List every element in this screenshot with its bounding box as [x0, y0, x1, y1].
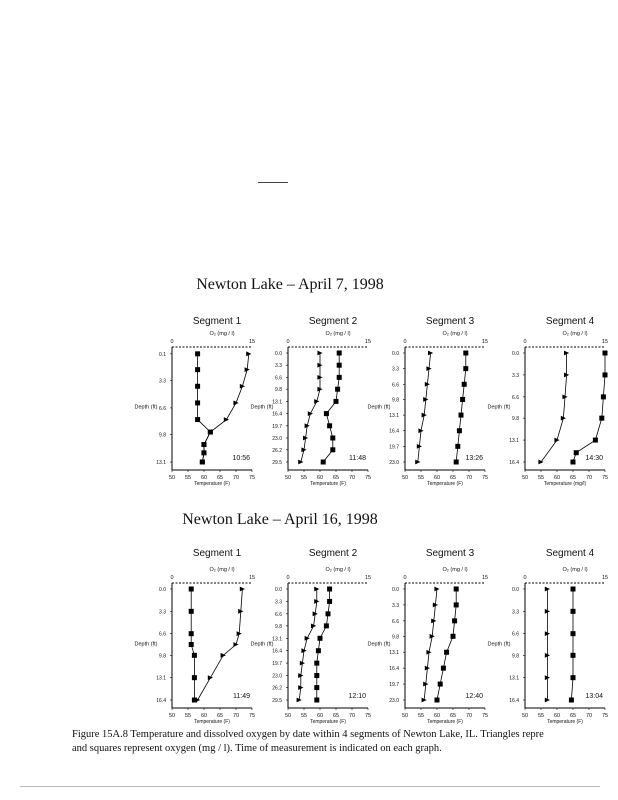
y-tick-label-c0p1-4: 13.1 [272, 399, 282, 406]
x-tick-label-c1p1-4: 70 [348, 713, 356, 719]
oxygen-point-c0p2-3 [460, 397, 465, 402]
x-axis-label-c1p2: Temperature (F) [427, 719, 463, 725]
y-tick-label-c0p1-8: 26.2 [272, 447, 282, 454]
y-tick-label-c1p0-5: 16.4 [156, 698, 166, 704]
caption-line-2: and squares represent oxygen (mg / l). Time of measurement is indicated on each graph. [72, 743, 442, 754]
oxygen-point-c1p0-4 [192, 653, 197, 658]
oxygen-point-c0p2-1 [463, 366, 468, 371]
oxygen-point-c1p0-2 [189, 631, 194, 636]
y-tick-label-c1p0-1: 3.3 [159, 609, 166, 616]
top-tick-c0p3-1: 15 [601, 339, 609, 345]
x-tick-label-c1p2-3: 65 [449, 713, 457, 719]
oxygen-point-c0p0-5 [208, 430, 213, 435]
oxygen-point-c1p3-2 [571, 631, 576, 636]
y-tick-label-c1p1-1: 3.3 [275, 599, 282, 606]
x-tick-label-c0p0-5: 75 [248, 475, 256, 481]
x-tick-label-c1p3-3: 65 [569, 713, 577, 719]
oxygen-point-c0p0-8 [200, 460, 205, 465]
oxygen-point-c0p1-2 [337, 375, 342, 380]
oxygen-point-c1p0-1 [189, 609, 194, 614]
panel-subtitle-c0p1: Segment 2 [308, 316, 358, 327]
x-tick-label-c1p2-1: 55 [417, 713, 425, 719]
y-axis-label-c0p0: Depth (ft) [134, 404, 158, 411]
top-axis-label-c0p0: O₂ (mg / l) [209, 331, 235, 337]
y-tick-label-c0p0-4: 13.1 [156, 460, 166, 466]
top-tick-c0p2-1: 15 [481, 339, 489, 345]
oxygen-point-c0p1-7 [330, 435, 335, 440]
y-tick-label-c0p1-0: 0.0 [275, 351, 282, 357]
top-tick-c1p0-1: 15 [248, 575, 256, 581]
y-tick-label-c1p1-2: 6.6 [275, 611, 282, 618]
x-tick-label-c1p0-2: 60 [200, 713, 208, 719]
y-tick-label-c0p3-5: 16.4 [509, 460, 519, 466]
caption-line-1: Figure 15A.8 Temperature and dissolved oxygen by date within 4 segments of Newton Lake, IL. Triangles repre [72, 729, 544, 740]
temperature-point-c1p0-5 [208, 675, 213, 680]
y-axis-label-c1p0: Depth (ft) [134, 641, 158, 648]
y-tick-label-c1p1-4: 13.1 [272, 636, 282, 643]
x-tick-label-c0p3-4: 70 [585, 475, 593, 481]
x-tick-label-c1p0-5: 75 [248, 713, 256, 719]
oxygen-point-c1p2-2 [452, 618, 457, 623]
x-tick-label-c0p3-5: 75 [601, 475, 609, 481]
y-tick-label-c1p2-1: 3.3 [392, 602, 399, 609]
y-tick-label-c1p1-7: 23.0 [272, 673, 282, 680]
top-axis-label-c0p2: O₂ (mg / l) [442, 331, 468, 337]
oxygen-point-c0p3-5 [574, 450, 579, 455]
oxygen-point-c1p3-0 [571, 587, 576, 592]
x-tick-label-c0p3-2: 60 [553, 475, 561, 481]
y-tick-label-c0p0-3: 9.8 [159, 432, 166, 439]
figure-caption [72, 728, 612, 756]
top-tick-c1p1-1: 15 [364, 575, 372, 581]
x-tick-label-c1p3-2: 60 [553, 713, 561, 719]
top-tick-c1p1-0: 0 [286, 575, 290, 581]
y-tick-label-c1p3-1: 3.3 [512, 609, 519, 616]
y-tick-label-c0p0-2: 6.6 [159, 405, 166, 412]
oxygen-point-c0p0-0 [195, 351, 200, 356]
top-tick-c0p0-0: 0 [170, 339, 174, 345]
y-tick-label-c1p2-3: 9.8 [392, 634, 399, 641]
temperature-line-c0p3 [541, 353, 567, 462]
oxygen-point-c0p1-8 [330, 447, 335, 452]
top-tick-c1p3-0: 0 [523, 575, 527, 581]
panel-subtitle-c1p0: Segment 1 [192, 548, 242, 559]
x-tick-label-c0p1-5: 75 [364, 475, 372, 481]
x-tick-label-c0p2-2: 60 [433, 475, 441, 481]
oxygen-point-c1p2-1 [454, 602, 459, 607]
top-tick-c1p0-0: 0 [170, 575, 174, 581]
x-tick-label-c0p3-1: 55 [537, 475, 545, 481]
oxygen-point-c0p2-5 [457, 428, 462, 433]
y-tick-label-c1p1-8: 26.2 [272, 685, 282, 692]
y-tick-label-c0p3-0: 0.0 [512, 351, 519, 357]
measurement-time-c0p3: 14:30 [585, 455, 603, 462]
x-tick-label-c1p1-3: 65 [332, 713, 340, 719]
x-tick-label-c0p1-1: 55 [300, 475, 308, 481]
oxygen-point-c1p3-5 [569, 698, 574, 703]
y-tick-label-c0p2-0: 0.0 [392, 351, 399, 357]
x-tick-label-c0p0-0: 50 [168, 475, 176, 481]
temperature-point-c0p1-9 [298, 460, 303, 465]
temperature-line-c1p1 [299, 589, 317, 700]
temperature-point-c0p0-4 [224, 417, 229, 422]
measurement-time-c0p2: 13:26 [465, 455, 483, 462]
top-axis-label-c1p1: O₂ (mg / l) [325, 567, 351, 573]
y-tick-label-c0p2-1: 3.3 [392, 366, 399, 373]
y-tick-label-c1p3-0: 0.0 [512, 587, 519, 593]
x-axis-label-c0p3: Temperature (mg/l) [543, 481, 587, 487]
oxygen-point-c0p3-3 [599, 416, 604, 421]
panel-subtitle-c1p3: Segment 4 [545, 548, 595, 559]
y-tick-label-c0p2-3: 9.8 [392, 397, 399, 404]
x-tick-label-c0p1-4: 70 [348, 475, 356, 481]
oxygen-point-c1p2-7 [435, 698, 440, 703]
oxygen-point-c0p2-4 [459, 413, 464, 418]
oxygen-point-c0p0-2 [195, 384, 200, 389]
oxygen-point-c0p0-4 [195, 417, 200, 422]
oxygen-point-c1p2-4 [444, 650, 449, 655]
y-tick-label-c0p2-7: 23.0 [389, 460, 399, 466]
y-tick-label-c1p1-0: 0.0 [275, 587, 282, 593]
y-tick-label-c1p0-4: 13.1 [156, 675, 166, 682]
y-tick-label-c1p2-7: 23.0 [389, 698, 399, 704]
temperature-line-c0p0 [202, 354, 248, 462]
oxygen-point-c0p1-0 [337, 351, 342, 356]
y-tick-label-c0p1-7: 23.0 [272, 435, 282, 442]
x-axis-label-c0p1: Temperature (F) [310, 481, 346, 487]
panel-subtitle-c0p3: Segment 4 [545, 316, 595, 327]
x-tick-label-c1p0-1: 55 [184, 713, 192, 719]
oxygen-point-c1p1-5 [316, 648, 321, 653]
y-axis-label-c1p3: Depth (ft) [487, 641, 511, 648]
y-axis-label-c0p1: Depth (ft) [250, 404, 274, 411]
x-tick-label-c1p3-5: 75 [601, 713, 609, 719]
y-tick-label-c1p2-0: 0.0 [392, 587, 399, 593]
y-tick-label-c0p3-2: 6.6 [512, 394, 519, 401]
x-tick-label-c0p0-3: 65 [216, 475, 224, 481]
x-tick-label-c1p2-0: 50 [401, 713, 409, 719]
oxygen-point-c0p2-2 [462, 382, 467, 387]
top-axis-label-c1p2: O₂ (mg / l) [442, 567, 468, 573]
y-tick-label-c1p1-3: 9.8 [275, 623, 282, 630]
y-tick-label-c0p3-3: 9.8 [512, 416, 519, 423]
oxygen-point-c0p1-3 [335, 387, 340, 392]
y-tick-label-c1p3-5: 16.4 [509, 698, 519, 704]
top-tick-c0p1-1: 15 [364, 339, 372, 345]
x-tick-label-c0p1-2: 60 [316, 475, 324, 481]
temperature-point-c0p3-5 [538, 460, 543, 465]
x-tick-label-c1p1-2: 60 [316, 713, 324, 719]
oxygen-point-c1p3-4 [571, 675, 576, 680]
top-tick-c0p2-0: 0 [403, 339, 407, 345]
y-tick-label-c1p1-9: 29.5 [272, 698, 282, 704]
oxygen-point-c1p0-0 [189, 587, 194, 592]
y-axis-label-c1p2: Depth (ft) [367, 641, 391, 648]
oxygen-point-c1p1-2 [326, 611, 331, 616]
measurement-time-c1p1: 12:10 [348, 693, 366, 700]
y-tick-label-c1p0-2: 6.6 [159, 631, 166, 638]
y-tick-label-c0p0-1: 3.3 [159, 378, 166, 385]
y-tick-label-c0p1-1: 3.3 [275, 363, 282, 370]
oxygen-point-c1p2-6 [438, 682, 443, 687]
y-tick-label-c0p1-3: 9.8 [275, 387, 282, 394]
y-tick-label-c0p1-2: 6.6 [275, 375, 282, 382]
oxygen-point-c1p1-7 [314, 673, 319, 678]
oxygen-point-c1p1-1 [327, 599, 332, 604]
panel-subtitle-c0p2: Segment 3 [425, 316, 475, 327]
oxygen-point-c1p3-3 [571, 653, 576, 658]
top-axis-label-c1p0: O₂ (mg / l) [209, 567, 235, 573]
oxygen-point-c0p3-0 [603, 351, 608, 356]
y-tick-label-c1p3-3: 9.8 [512, 653, 519, 660]
oxygen-point-c0p0-1 [195, 367, 200, 372]
measurement-time-c1p2: 12:40 [465, 693, 483, 700]
oxygen-point-c0p2-7 [454, 460, 459, 465]
y-tick-label-c0p2-4: 13.1 [389, 413, 399, 420]
oxygen-line-c1p1 [317, 589, 330, 700]
oxygen-point-c0p1-9 [321, 460, 326, 465]
oxygen-point-c1p1-9 [314, 698, 319, 703]
oxygen-line-c0p1 [323, 353, 339, 462]
y-axis-label-c0p2: Depth (ft) [367, 404, 391, 411]
oxygen-point-c0p1-5 [324, 411, 329, 416]
oxygen-point-c0p1-4 [334, 399, 339, 404]
temperature-point-c0p1-5 [308, 411, 313, 416]
temperature-point-c1p0-3 [233, 642, 238, 647]
x-tick-label-c0p3-3: 65 [569, 475, 577, 481]
x-tick-label-c1p2-4: 70 [465, 713, 473, 719]
y-tick-label-c1p2-5: 16.4 [389, 666, 399, 673]
x-tick-label-c0p1-3: 65 [332, 475, 340, 481]
oxygen-point-c0p1-6 [327, 423, 332, 428]
y-tick-label-c0p3-4: 13.1 [509, 438, 519, 445]
y-tick-label-c1p1-6: 19.7 [272, 661, 282, 668]
oxygen-point-c0p3-6 [571, 460, 576, 465]
top-axis-label-c0p1: O₂ (mg / l) [325, 331, 351, 337]
temperature-point-c0p0-3 [233, 401, 238, 406]
oxygen-point-c1p1-6 [314, 661, 319, 666]
x-tick-label-c0p0-4: 70 [232, 475, 240, 481]
top-tick-c0p0-1: 15 [248, 339, 256, 345]
x-axis-label-c0p0: Temperature (F) [194, 481, 230, 487]
y-tick-label-c0p1-9: 29.5 [272, 460, 282, 466]
x-tick-label-c1p3-4: 70 [585, 713, 593, 719]
x-tick-label-c0p2-0: 50 [401, 475, 409, 481]
oxygen-point-c1p2-3 [451, 634, 456, 639]
x-tick-label-c0p2-3: 65 [449, 475, 457, 481]
oxygen-line-c0p3 [573, 353, 605, 462]
x-axis-label-c0p2: Temperature (F) [427, 481, 463, 487]
oxygen-point-c1p1-3 [324, 623, 329, 628]
x-tick-label-c0p2-4: 70 [465, 475, 473, 481]
x-tick-label-c1p2-5: 75 [481, 713, 489, 719]
oxygen-point-c0p3-4 [593, 438, 598, 443]
top-tick-c0p1-0: 0 [286, 339, 290, 345]
scan-mark-bottom [20, 786, 600, 787]
y-tick-label-c1p2-2: 6.6 [392, 618, 399, 625]
temperature-point-c0p1-4 [314, 399, 319, 404]
x-tick-label-c0p2-5: 75 [481, 475, 489, 481]
oxygen-point-c1p1-4 [318, 636, 323, 641]
top-axis-label-c0p3: O₂ (mg / l) [562, 331, 588, 337]
top-axis-label-c1p3: O₂ (mg / l) [562, 567, 588, 573]
oxygen-point-c1p2-0 [454, 587, 459, 592]
x-tick-label-c0p0-2: 60 [200, 475, 208, 481]
x-tick-label-c1p0-0: 50 [168, 713, 176, 719]
scan-mark-top [258, 182, 288, 183]
measurement-time-c0p1: 11:48 [349, 455, 366, 462]
measurement-time-c1p0: 11:49 [233, 693, 250, 700]
chart-title-april-7: Newton Lake – April 7, 1998 [196, 276, 384, 293]
chart-title-april-16: Newton Lake – April 16, 1998 [182, 511, 378, 528]
y-tick-label-c0p1-6: 19.7 [272, 423, 282, 430]
y-axis-label-c1p1: Depth (ft) [250, 641, 274, 648]
top-tick-c1p2-1: 15 [481, 575, 489, 581]
y-tick-label-c0p1-5: 16.4 [272, 411, 282, 418]
x-axis-label-c1p0: Temperature (F) [194, 719, 230, 725]
y-tick-label-c0p3-1: 3.3 [512, 372, 519, 379]
oxygen-point-c1p0-3 [189, 642, 194, 647]
y-tick-label-c1p3-4: 13.1 [509, 675, 519, 682]
panel-subtitle-c1p1: Segment 2 [308, 548, 358, 559]
oxygen-point-c1p0-5 [192, 675, 197, 680]
y-tick-label-c1p2-6: 19.7 [389, 682, 399, 689]
x-tick-label-c1p0-3: 65 [216, 713, 224, 719]
x-tick-label-c1p1-0: 50 [284, 713, 292, 719]
y-tick-label-c0p2-5: 16.4 [389, 428, 399, 435]
oxygen-point-c1p1-0 [327, 587, 332, 592]
y-axis-label-c0p3: Depth (ft) [487, 404, 511, 411]
x-tick-label-c0p1-0: 50 [284, 475, 292, 481]
measurement-time-c0p0: 10:56 [232, 455, 250, 462]
y-tick-label-c1p3-2: 6.6 [512, 631, 519, 638]
y-tick-label-c1p2-4: 13.1 [389, 650, 399, 657]
oxygen-point-c1p0-6 [192, 698, 197, 703]
oxygen-point-c1p2-5 [441, 666, 446, 671]
oxygen-point-c0p0-7 [202, 450, 207, 455]
oxygen-point-c0p2-6 [455, 444, 460, 449]
x-tick-label-c1p3-0: 50 [521, 713, 529, 719]
top-tick-c1p3-1: 15 [601, 575, 609, 581]
oxygen-point-c1p1-8 [314, 685, 319, 690]
y-tick-label-c1p1-5: 16.4 [272, 648, 282, 655]
top-tick-c1p2-0: 0 [403, 575, 407, 581]
x-axis-label-c1p1: Temperature (F) [310, 719, 346, 725]
top-tick-c0p3-0: 0 [523, 339, 527, 345]
panel-subtitle-c1p2: Segment 3 [425, 548, 475, 559]
y-tick-label-c0p2-2: 6.6 [392, 382, 399, 389]
measurement-time-c1p3: 13:04 [585, 693, 603, 700]
oxygen-point-c1p3-1 [571, 609, 576, 614]
x-axis-label-c1p3: Temperature (F) [547, 719, 583, 725]
x-tick-label-c1p1-1: 55 [300, 713, 308, 719]
x-tick-label-c1p1-5: 75 [364, 713, 372, 719]
y-tick-label-c1p0-3: 9.8 [159, 653, 166, 660]
oxygen-point-c0p3-1 [603, 372, 608, 377]
oxygen-point-c0p1-1 [337, 363, 342, 368]
y-tick-label-c0p0-0: 0.1 [159, 351, 166, 358]
x-tick-label-c0p2-1: 55 [417, 475, 425, 481]
oxygen-line-c1p3 [571, 589, 573, 700]
oxygen-point-c0p0-6 [202, 442, 207, 447]
x-tick-label-c0p0-1: 55 [184, 475, 192, 481]
temperature-point-c0p3-4 [554, 438, 559, 443]
temperature-line-c0p1 [301, 353, 320, 462]
panel-subtitle-c0p0: Segment 1 [192, 316, 242, 327]
oxygen-point-c0p0-3 [195, 400, 200, 405]
oxygen-point-c0p2-0 [463, 351, 468, 356]
oxygen-point-c0p3-2 [601, 394, 606, 399]
temperature-point-c1p1-4 [305, 636, 310, 641]
y-tick-label-c0p2-6: 19.7 [389, 444, 399, 451]
y-tick-label-c1p0-0: 0.0 [159, 587, 166, 593]
x-tick-label-c1p3-1: 55 [537, 713, 545, 719]
x-tick-label-c0p3-0: 50 [521, 475, 529, 481]
x-tick-label-c1p0-4: 70 [232, 713, 240, 719]
temperature-point-c0p0-2 [240, 384, 245, 389]
x-tick-label-c1p2-2: 60 [433, 713, 441, 719]
